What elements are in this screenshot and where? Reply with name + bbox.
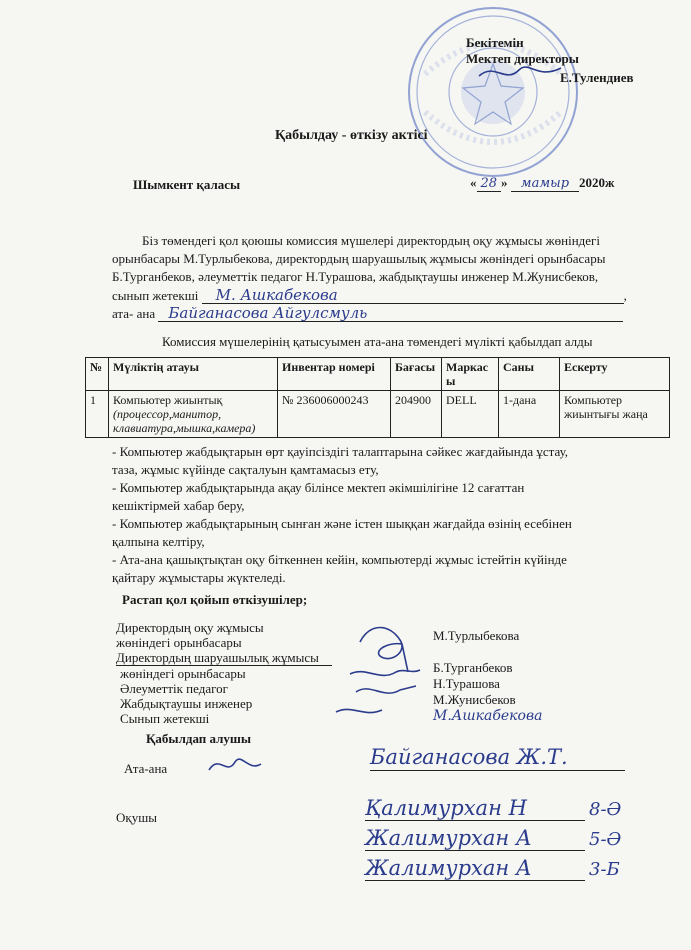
row-num: 1 — [86, 391, 109, 438]
date-close-quote: » — [501, 175, 508, 190]
row-brand: DELL — [442, 391, 499, 438]
document-title: Қабылдау - өткізу актісі — [275, 128, 428, 143]
class-teacher-label: сынып жетекші — [112, 288, 199, 303]
signers-right — [433, 628, 542, 724]
signer-5-role: Сынып жетекші — [120, 711, 210, 726]
class-teacher-line — [112, 287, 632, 304]
header-name: Мүліктің атауы — [109, 358, 278, 391]
intro-line-3: Б.Турганбеков, әлеуметтік педагог Н.Турашова, жабдықтаушы инженер М.Жунисбеков, — [112, 269, 599, 284]
parent-value: Байганасова Айгулсмуль — [158, 305, 623, 322]
row-name — [109, 391, 278, 438]
condition-4b: қайтару жұмыстары жүктеледі. — [112, 570, 286, 585]
table-header-row — [86, 358, 670, 391]
class-teacher-end: , — [623, 288, 627, 303]
row-name-detail: (процессор,манитор, клавиатура,мышка,камера) — [113, 407, 256, 435]
place: Шымкент қаласы — [133, 177, 241, 192]
parent-label: ата- ана — [112, 306, 156, 321]
intro-line-2: орынбасары М.Турлыбекова, директордың шаруашылық жұмысы жөніндегі орынбасары — [112, 251, 606, 266]
approval-line-2: Мектеп директоры — [466, 51, 579, 66]
signers-left — [116, 620, 332, 726]
condition-1a: - Компьютер жабдықтарын өрт қауіпсіздігі талаптарына сәйкес жағдайында ұстау, — [112, 444, 569, 459]
row-qty: 1-дана — [499, 391, 560, 438]
row-inv: № 236006000243 — [278, 391, 391, 438]
conditions — [112, 443, 572, 587]
signer-2-role-a: Директордың шаруашылық жұмысы — [116, 650, 332, 666]
date-month: мамыр — [511, 176, 579, 192]
date-year: 2020ж — [579, 175, 615, 190]
student-3-name: Жалимурхан А — [365, 856, 585, 881]
header-note: Ескерту — [560, 358, 670, 391]
condition-3b: қалпына келтіру, — [112, 534, 205, 549]
signer-4-role: Жабдықтаушы инженер — [120, 696, 253, 711]
student-1-grade: 8-Ә — [589, 799, 622, 820]
condition-4a: - Ата-ана қашықтықтан оқу біткеннен кейін, компьютерді жұмыс істейтін күйінде — [112, 552, 567, 567]
header-qty: Саны — [499, 358, 560, 391]
intro-line-1: Біз төмендегі қол қоюшы комиссия мүшелері директордың оқу жұмысы жөніндегі — [142, 233, 601, 248]
official-seal — [405, 4, 581, 180]
date-day: 28 — [477, 176, 502, 192]
signers-title: Растап қол қойып өткізушілер; — [122, 592, 308, 607]
signer-5-name: М.Ашкабекова — [433, 708, 543, 724]
signer-1-role-a: Директордың оқу жұмысы — [116, 620, 264, 635]
signer-1-role-b: жөніндегі орынбасары — [116, 635, 242, 650]
signer-3-role: Әлеуметтік педагог — [120, 681, 228, 696]
signer-2-name: Б.Турганбеков — [433, 660, 513, 675]
header-inv: Инвентар номері — [278, 358, 391, 391]
class-teacher-value: М. Ашкабекова — [202, 287, 624, 304]
signer-1-name: М.Турлыбекова — [433, 628, 520, 643]
student-3-grade: 3-Б — [589, 859, 620, 880]
row-price: 204900 — [391, 391, 442, 438]
parent-role: Ата-ана — [124, 761, 168, 776]
student-2-grade: 5-Ә — [589, 829, 622, 850]
student-1-name: Қалимурхан Н — [365, 796, 585, 821]
condition-2a: - Компьютер жабдықтарында ақау білінсе мектеп әкімшілігіне 12 сағаттан — [112, 480, 525, 495]
approval-line-1: Бекітемін — [466, 35, 524, 50]
parent-signature — [205, 748, 265, 778]
inventory-table — [85, 357, 670, 438]
condition-2b: кешіктірмей хабар беру, — [112, 498, 245, 513]
committee-signatures — [330, 612, 440, 722]
condition-3a: - Компьютер жабдықтарының сынған және істен шыққан жағдайда өзінің есебінен — [112, 516, 572, 531]
signer-3-name: Н.Турашова — [433, 676, 500, 691]
signer-4-name: М.Жунисбеков — [433, 692, 516, 707]
approval-signer: Е.Тулендиев — [560, 70, 634, 85]
parent-name: Байганасова Ж.Т. — [370, 744, 625, 771]
row-name-main: Компьютер жиынтық — [113, 393, 223, 407]
row-note: Компьютер жиынтығы жаңа — [560, 391, 670, 438]
document-date — [470, 175, 614, 192]
date-open-quote: « — [470, 175, 477, 190]
student-2-name: Жалимурхан А — [365, 826, 585, 851]
student-row — [365, 826, 665, 856]
student-row — [365, 856, 665, 886]
table-subtitle: Комиссия мүшелерінің қатысуымен ата-ана төмендегі мүлікті қабылдап алды — [162, 334, 593, 349]
header-price: Бағасы — [391, 358, 442, 391]
header-num: № — [86, 358, 109, 391]
student-row — [365, 796, 665, 826]
condition-1b: таза, жұмыс күйінде сақталуын қамтамасыз ету, — [112, 462, 379, 477]
receiver-title: Қабылдап алушы — [146, 731, 252, 746]
signer-2-role-b: жөніндегі орынбасары — [120, 666, 246, 681]
director-signature — [475, 58, 565, 86]
students-list — [365, 796, 665, 886]
student-role: Оқушы — [116, 810, 157, 825]
header-brand: Маркасы — [442, 358, 499, 391]
parent-line — [112, 305, 632, 322]
table-row — [86, 391, 670, 438]
